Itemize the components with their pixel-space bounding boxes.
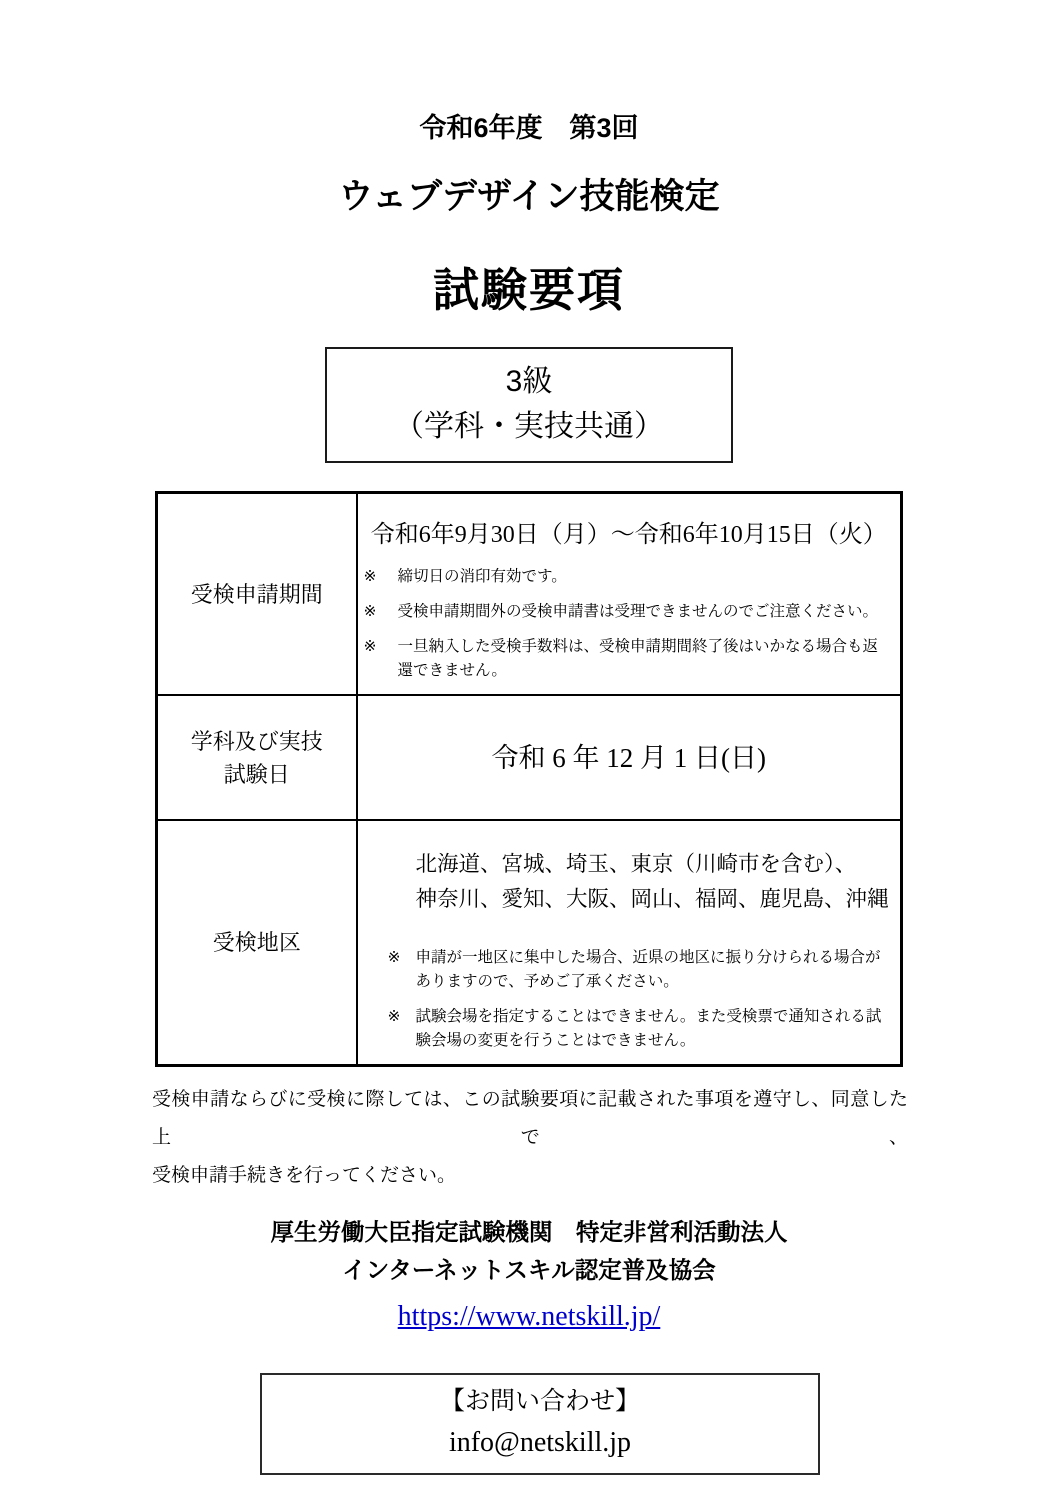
note-text: 締切日の消印有効です。 <box>397 568 567 586</box>
note-text: 一旦納入した受検手数料は、受検申請期間終了後はいかなる場合も返還できません。 <box>397 638 879 680</box>
grade-scope: （学科・実技共通） <box>394 410 664 444</box>
note-item <box>364 600 893 624</box>
note-marker: ※ <box>363 638 377 656</box>
note-marker: ※ <box>387 949 401 967</box>
website-line <box>0 1301 1058 1333</box>
district-line1: 北海道、宮城、埼玉、東京（川崎市を含む）、 <box>415 852 857 877</box>
grade-box <box>325 347 733 463</box>
organization-line2: インターネットスキル認定普及協会 <box>342 1257 716 1284</box>
note-item <box>364 565 893 589</box>
row-label-application-period: 受検申請期間 <box>157 493 357 696</box>
row-label-exam-date <box>157 695 357 820</box>
table-row-application-period <box>157 493 902 696</box>
row-label-exam-district: 受検地区 <box>157 820 357 1065</box>
note-marker: ※ <box>387 1008 401 1026</box>
note-item <box>388 946 893 994</box>
exam-date-label-line1: 学科及び実技 <box>190 728 323 754</box>
row-value-exam-district <box>357 820 902 1065</box>
note-marker: ※ <box>363 568 377 586</box>
note-item <box>388 1005 893 1053</box>
contact-box <box>260 1373 820 1475</box>
organization-line1: 厚生労働大臣指定試験機関 特定非営利活動法人 <box>270 1219 788 1246</box>
edition-line: 令和6年度 第3回 <box>419 113 639 143</box>
organization-block <box>0 1213 1058 1289</box>
agreement-line1: 受検申請ならびに受検に際しては、この試験要項に記載された事項を遵守し、同意した上で、 <box>152 1089 908 1149</box>
note-item <box>364 635 893 683</box>
district-notes <box>358 946 901 1053</box>
application-period-dates: 令和6年9月30日（月）～令和6年10月15日（火） <box>370 522 887 549</box>
exam-date-value: 令和 6 年 12 月 1 日(日) <box>491 743 766 774</box>
agreement-paragraph <box>152 1081 908 1195</box>
note-text: 申請が一地区に集中した場合、近県の地区に振り分けられる場合がありますので、予めご了承ください。 <box>415 949 881 991</box>
agreement-line2: 受検申請手続きを行ってください。 <box>152 1165 457 1187</box>
exam-info-table <box>155 491 903 1067</box>
note-text: 受検申請期間外の受検申請書は受理できませんのでご注意ください。 <box>397 603 879 621</box>
doc-title: 試験要項 <box>433 264 625 317</box>
contact-email: info@netskill.jp <box>448 1426 632 1458</box>
note-text: 試験会場を指定することはできません。また受検票で通知される試験会場の変更を行うことはできません。 <box>415 1008 882 1050</box>
row-value-application-period <box>357 493 902 696</box>
exam-date-label-line2: 試験日 <box>223 761 290 787</box>
website-link[interactable]: https://www.netskill.jp/ <box>397 1301 661 1333</box>
table-row-exam-district <box>157 820 902 1065</box>
table-row-exam-date <box>157 695 902 820</box>
grade-level: 3級 <box>505 365 553 399</box>
contact-heading: 【お問い合わせ】 <box>439 1388 640 1416</box>
district-line2: 神奈川、愛知、大阪、岡山、福岡、鹿児島、沖縄 <box>415 886 889 911</box>
note-marker: ※ <box>363 603 377 621</box>
application-period-notes <box>358 565 901 683</box>
district-list <box>416 847 901 916</box>
exam-title: ウェブデザイン技能検定 <box>338 177 720 217</box>
row-value-exam-date <box>357 695 902 820</box>
